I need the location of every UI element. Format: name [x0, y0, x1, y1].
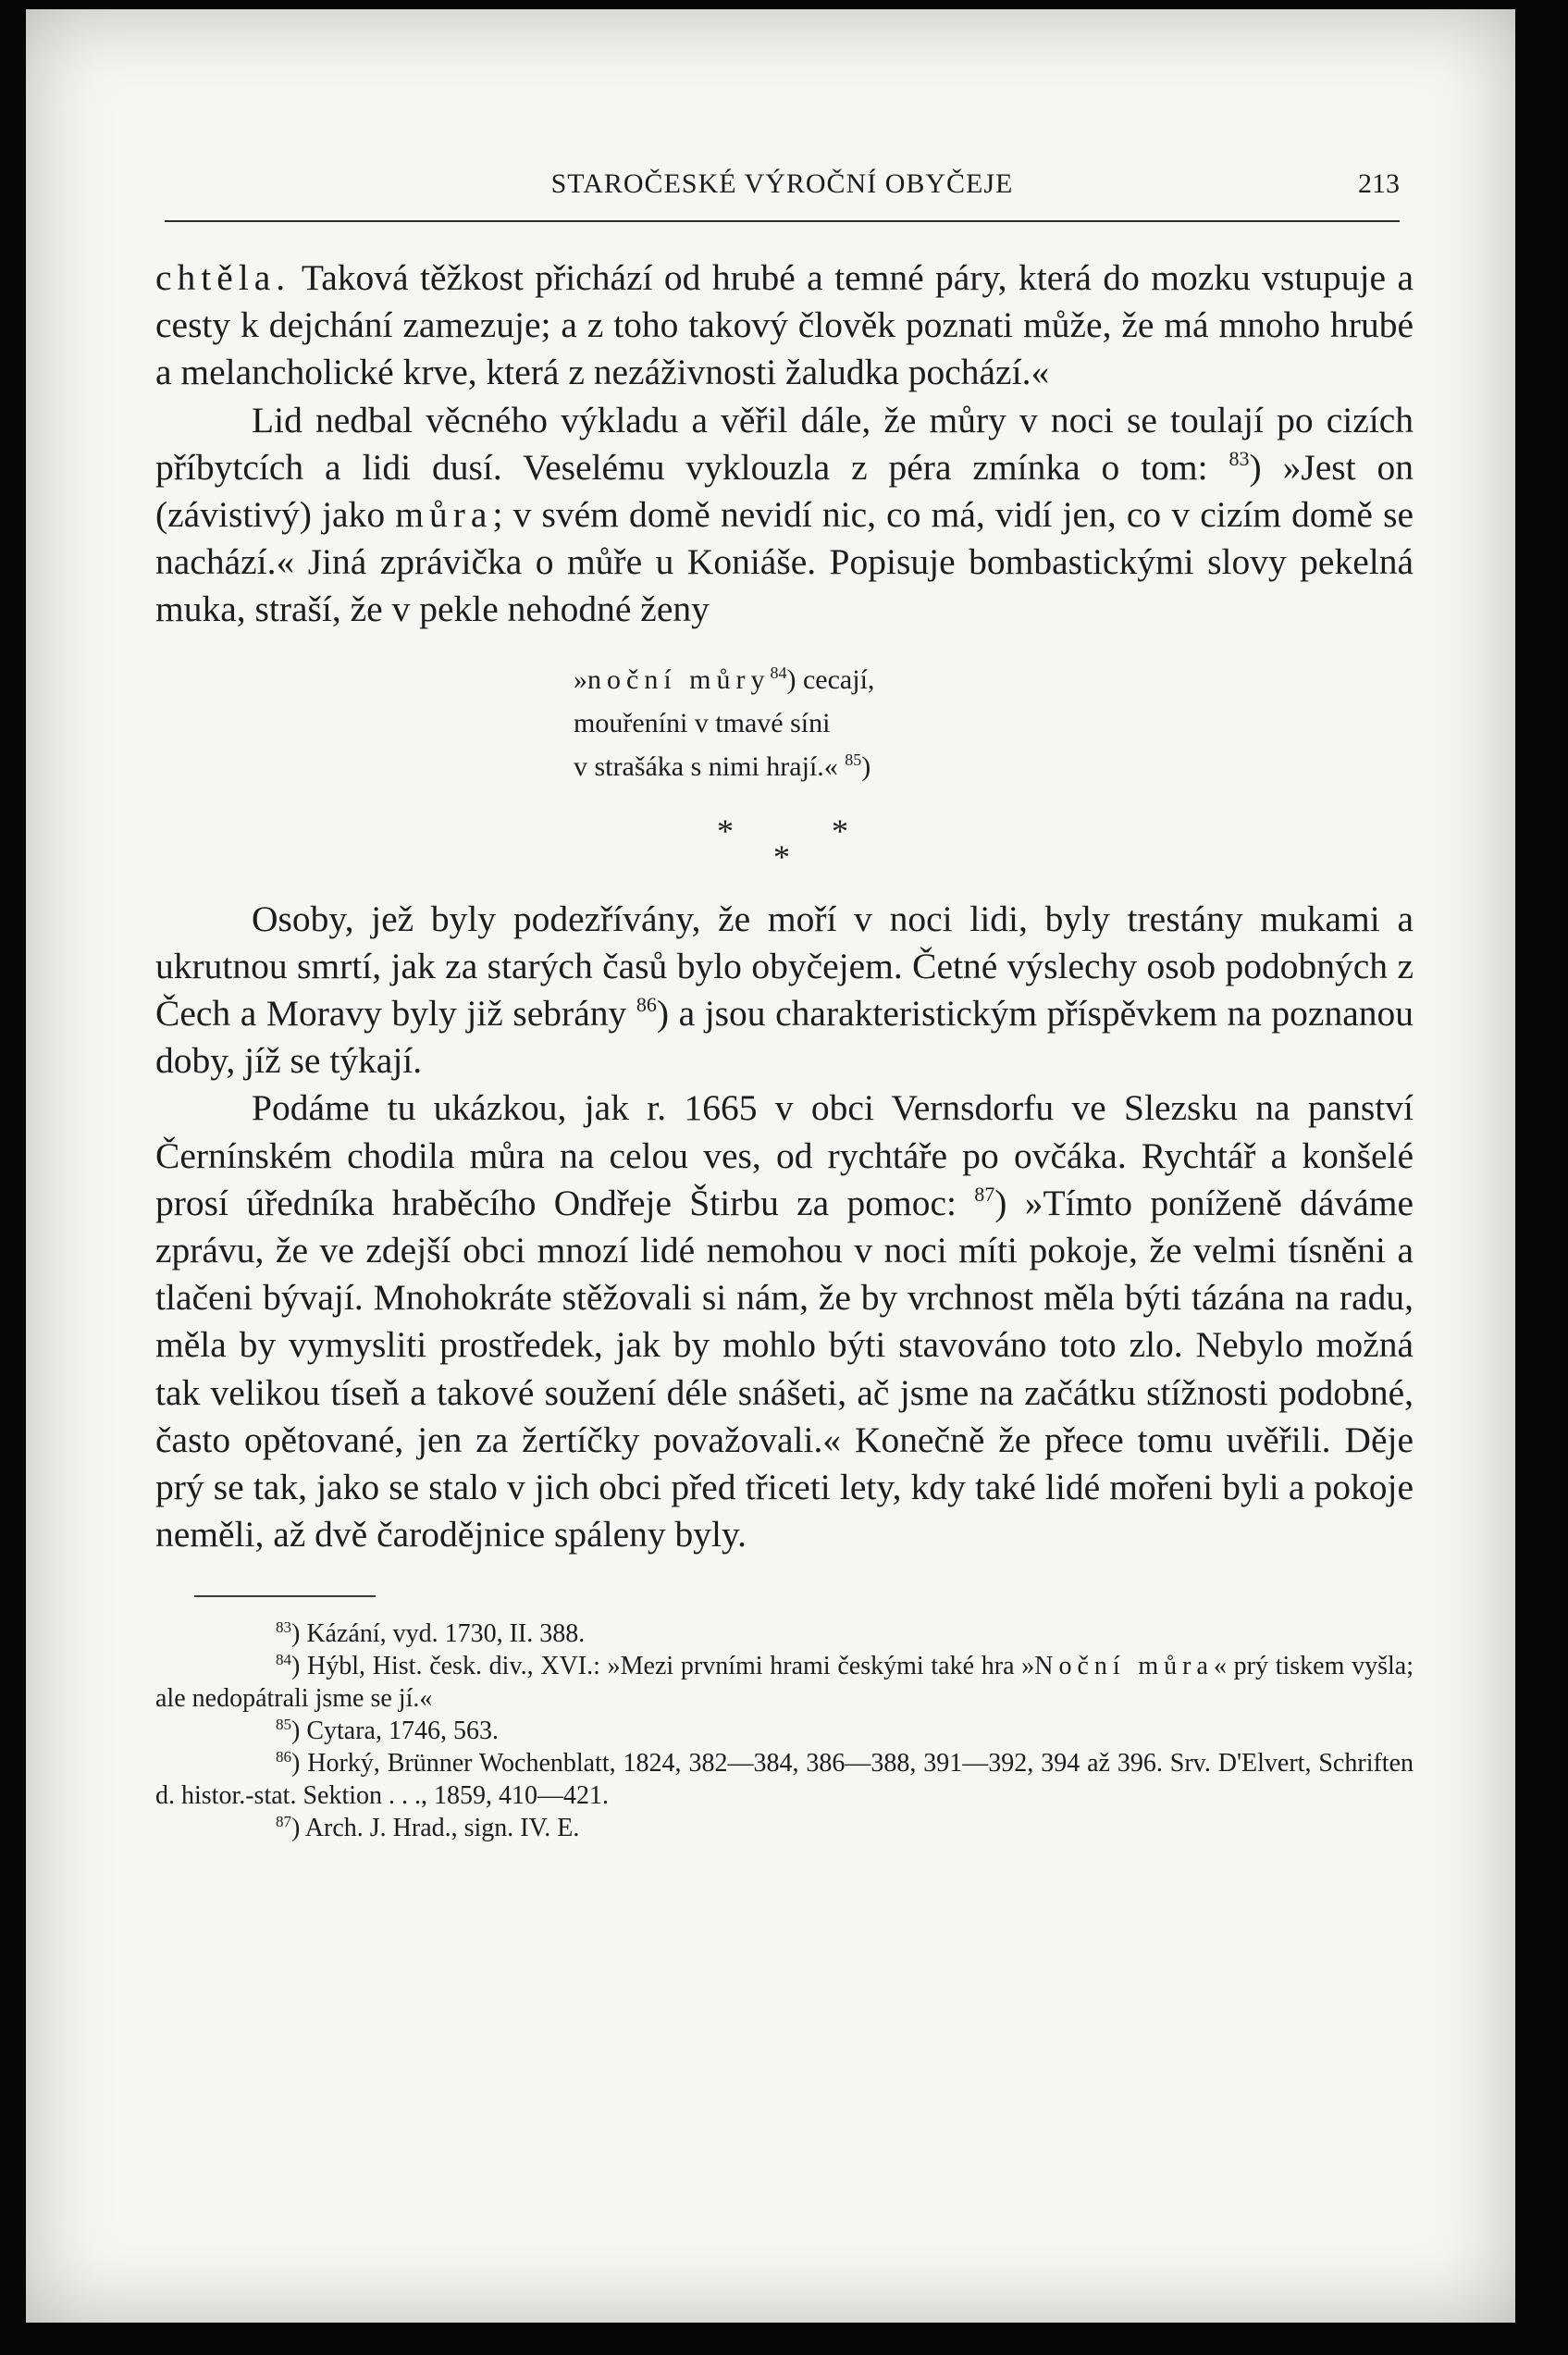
footnote-number: 86 [276, 1748, 291, 1766]
text-run: ) »Tímto poníženě dáváme zprávu, že ve zdejší obci mnozí lidé nemohou v noci míti pokoje, že velmi tísněni a tlačeni bývají. Mnohokráte stěžovali si nám, že by vrchnost měla býti tázána na radu, měla by vymysliti prostředek, jak by mohlo býti stavováno toto zlo. Nebylo možná tak velikou tíseň a takové soužení déle snášeti, ač jsme na začátku stížnosti podobné, často opětované, jen za žertíčky považovali.« Konečně že přece tomu uvěřili. Děje prý se tak, jako se stalo v jich obci před třiceti lety, kdy také lidé mořeni byli a pokoje neměli, až dvě čarodějnice spáleny byly. [155, 1182, 1414, 1556]
verse-line [574, 701, 1414, 745]
text-run: ) [861, 750, 871, 782]
asterisk: * [773, 837, 790, 875]
footnote-number: 83 [276, 1618, 291, 1637]
text-run: Podáme tu ukázkou, jak r. 1665 v obci Vernsdorfu ve Slezsku na panství Černínském chodila můra na celou ves, od rychtáře po ovčáka. Rychtář a konšelé prosí úředníka hraběcího Ondřeje Štirbu za pomoc: [155, 1087, 1414, 1223]
section-break-asterism [155, 809, 1414, 883]
text-run: ) »Jest on (závistivý) jako [155, 446, 1414, 536]
verse-line [574, 745, 1414, 788]
text-run-emphasis: můra [395, 494, 493, 536]
footnote-86 [155, 1747, 1414, 1812]
text-run: ) Kázání, vyd. 1730, II. 388. [291, 1619, 586, 1649]
footnote-84 [155, 1650, 1414, 1715]
footnote-85 [155, 1715, 1414, 1747]
text-run: « prý tiskem vyšla; ale nedopátrali jsme se jí.« [155, 1652, 1414, 1714]
page-number: 213 [1358, 168, 1400, 199]
footnote-ref-86: 86 [636, 993, 657, 1017]
paragraph-1 [155, 254, 1414, 397]
main-text [155, 254, 1414, 1844]
text-run: Lid nedbal věcného výkladu a věřil dále, že můry v noci se toulají po cizích příbytcích a lidi dusí. Veselému vyklouzla z péra zmínka o tom: [155, 399, 1414, 488]
footnote-87 [155, 1812, 1414, 1844]
text-run: chtěla. [155, 257, 291, 298]
running-header [165, 165, 1400, 222]
paragraph-4 [155, 1085, 1414, 1558]
text-run: ) Arch. J. Hrad., sign. IV. E. [291, 1814, 580, 1843]
paragraph-3 [155, 896, 1414, 1085]
footnote-ref-85: 85 [845, 750, 862, 769]
text-run: ) a jsou charakteristickým příspěvkem na poznanou doby, jíž se týkají. [155, 993, 1414, 1082]
footnote-divider [194, 1595, 376, 1597]
text-run: ) Cytara, 1746, 563. [291, 1717, 499, 1746]
footnote-ref-83: 83 [1228, 446, 1250, 470]
asterisk: * [832, 812, 848, 849]
text-run: ) Horký, Brünner Wochenblatt, 1824, 382—384, 386—388, 391—392, 394 až 396. Srv. D'Elvert, Schriften d. histor.-stat. Sektion . . ., 1859, 410—421. [155, 1749, 1414, 1811]
text-run: ) Hýbl, Hist. česk. div., XVI.: »Mezi prvními hrami českými také hra » [291, 1652, 1035, 1681]
text-run: » [574, 663, 587, 695]
text-run: mouřeníni v tmavé síni [574, 707, 831, 738]
text-run: v strašáka s nimi hrají.« [574, 750, 846, 782]
paragraph-2 [155, 397, 1414, 634]
footnote-83 [155, 1618, 1414, 1650]
book-page [26, 9, 1515, 2323]
asterisk: * [717, 812, 734, 849]
footnote-number: 85 [276, 1716, 291, 1734]
text-run: ) cecají, [786, 663, 875, 695]
text-run: Taková těžkost přichází od hrubé a temné páry, která do mozku vstupuje a cesty k dejchání zamezuje; a z toho takový člověk poznati může, že má mnoho hrubé a melancholické krve, která z nezáživnosti žaludka pochází.« [155, 257, 1414, 393]
text-run-emphasis: noční můry [587, 663, 771, 695]
footnotes [155, 1618, 1414, 1844]
footnote-number: 84 [276, 1651, 291, 1669]
text-run-emphasis: Noční můra [1034, 1652, 1214, 1681]
text-run: Osoby, jež byly podezřívány, že moří v noci lidi, byly trestány mukami a ukrutnou smrtí, jak za starých časů bylo obyčejem. Četné výslechy osob podobných z Čech a Moravy byly již sebrány [155, 898, 1414, 1035]
running-title: STAROČESKÉ VÝROČNÍ OBYČEJE [550, 168, 1014, 199]
text-run: ; v svém domě nevidí nic, co má, vidí jen, co v cizím domě se nachází.« Jiná zprávička o můře u Koniáše. Popisuje bombastickými slovy pekelná muka, straší, že v pekle nehodné ženy [155, 494, 1414, 630]
verse-quote [574, 658, 1414, 788]
verse-line [574, 658, 1414, 701]
footnote-ref-84: 84 [770, 663, 787, 682]
footnote-ref-87: 87 [974, 1182, 995, 1206]
footnote-number: 87 [276, 1813, 291, 1831]
